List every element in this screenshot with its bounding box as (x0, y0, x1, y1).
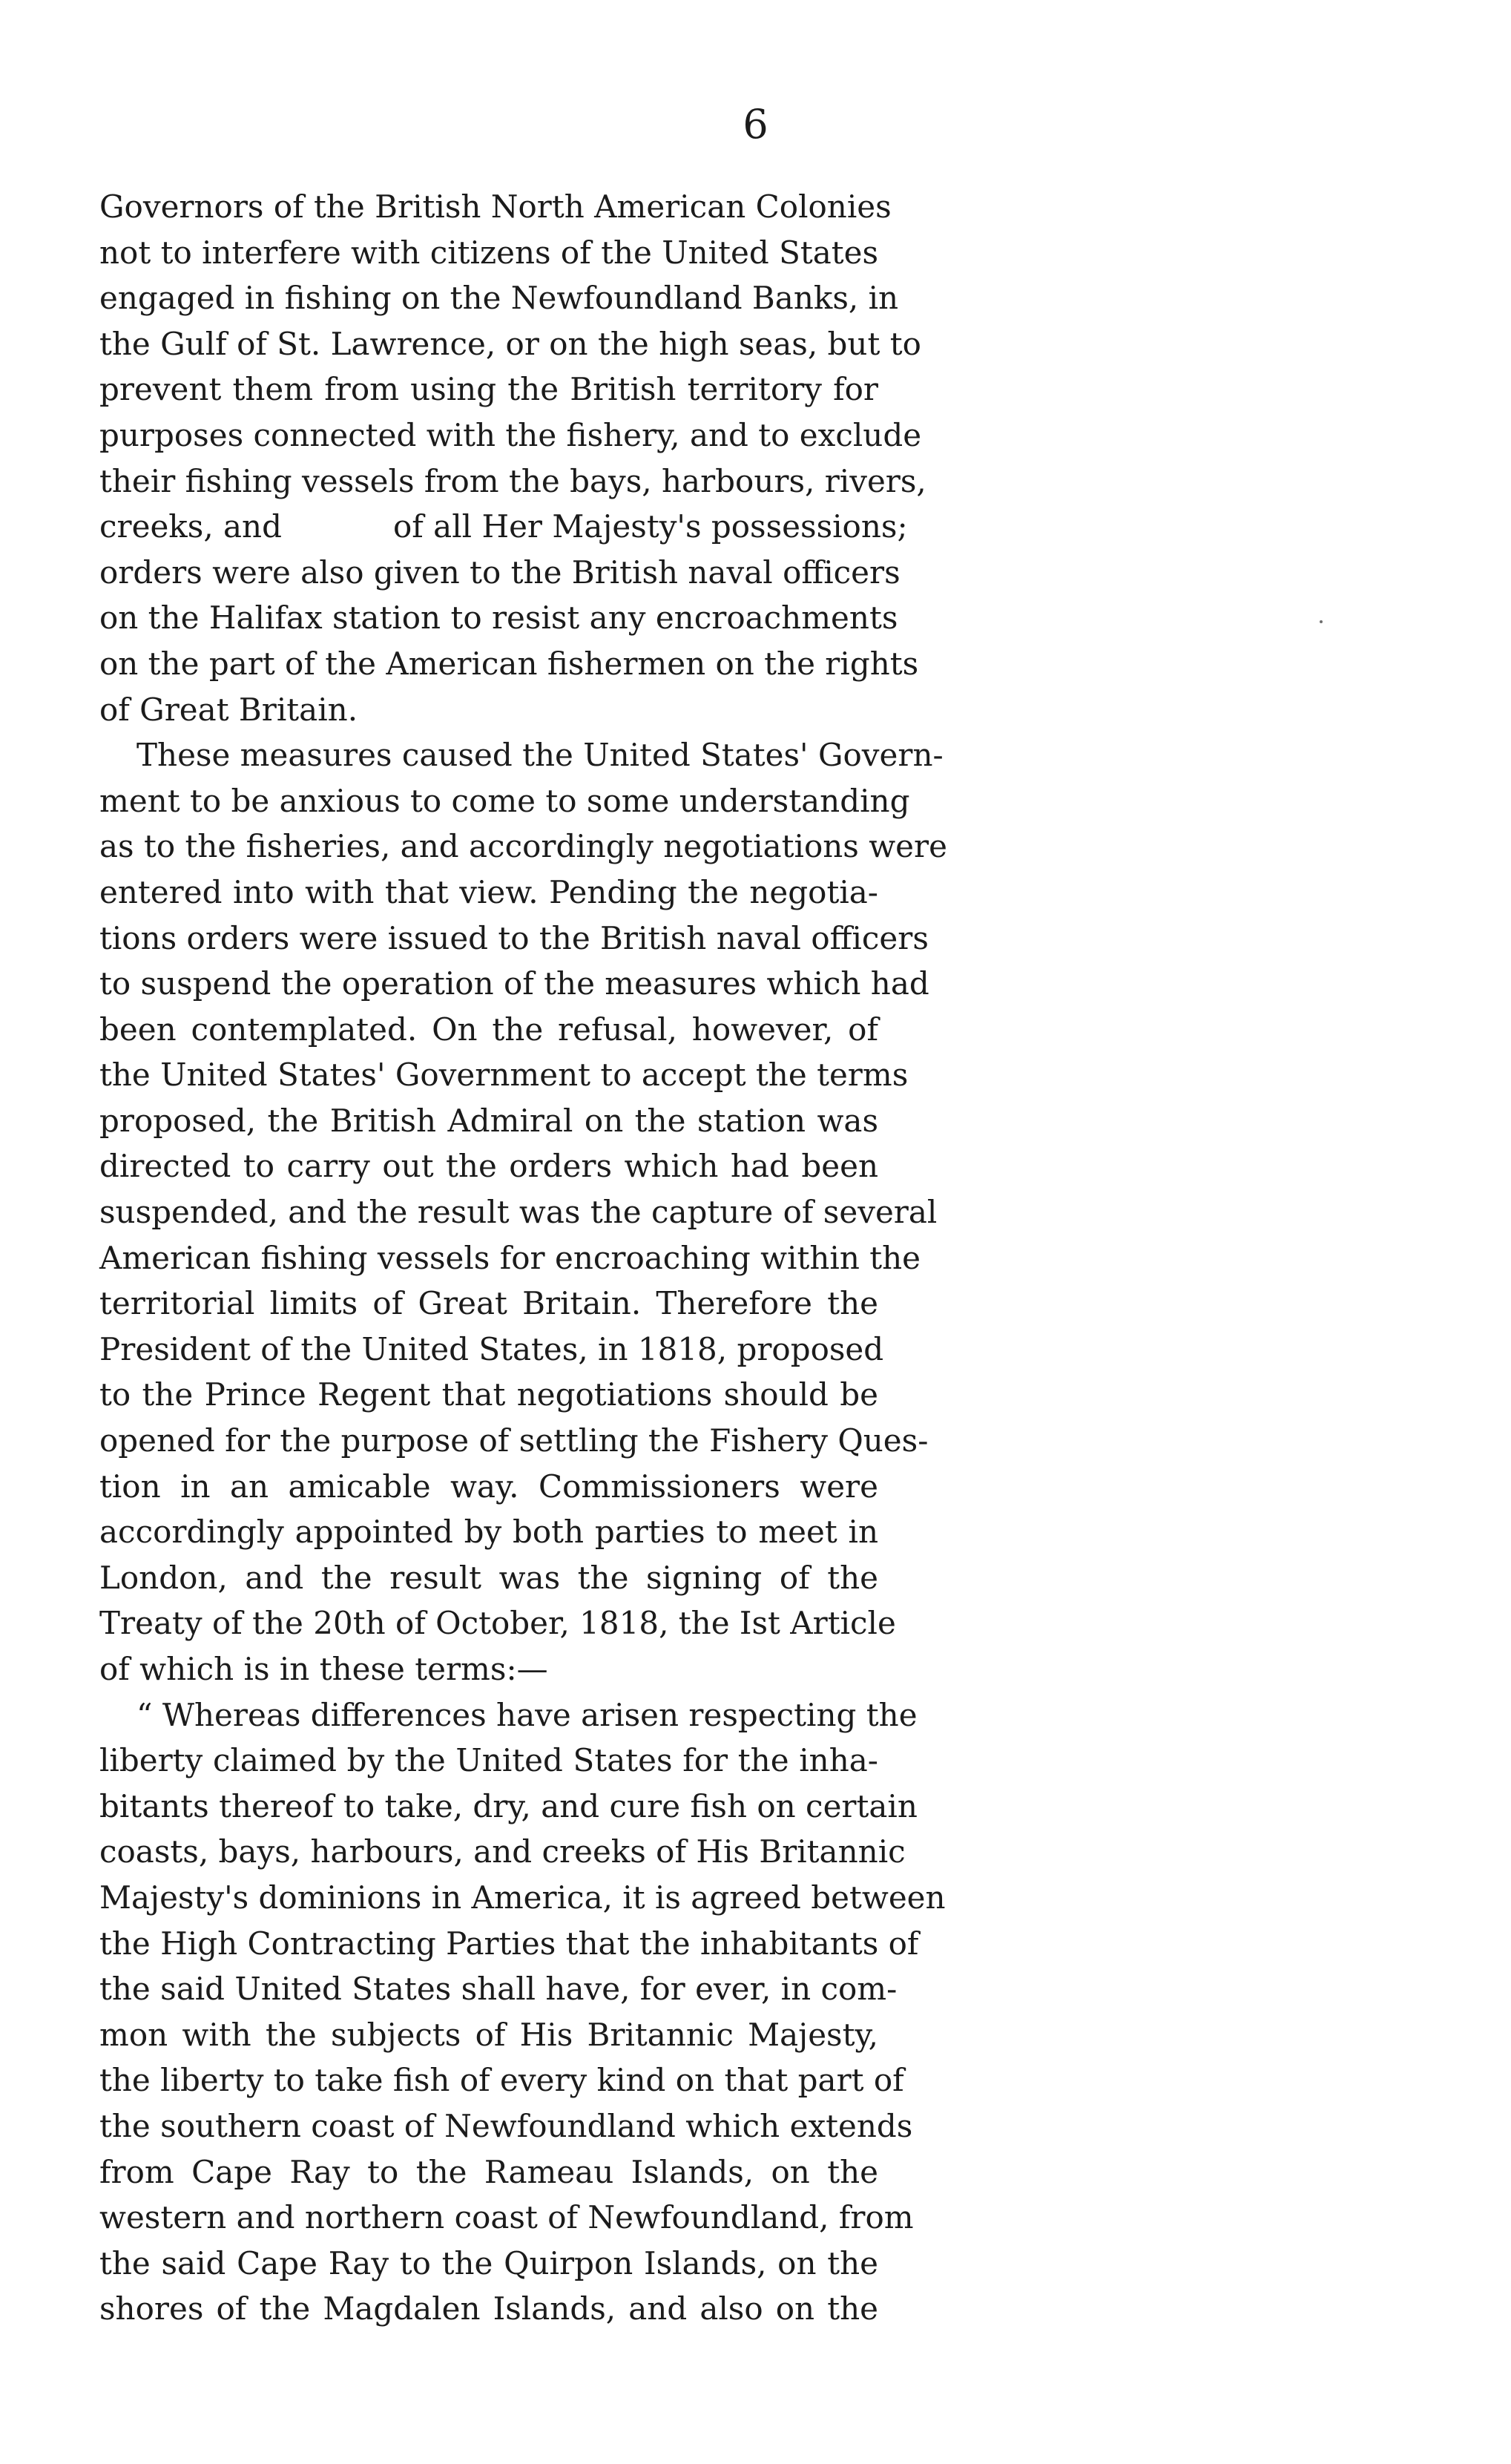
text-line: proposed, the British Admiral on the station was (99, 1102, 878, 1139)
text-line: the southern coast of Newfoundland which extends (99, 2107, 913, 2144)
text-line: President of the United States, in 1818, proposed (99, 1330, 884, 1367)
text-line: orders were also given to the British naval officers (99, 553, 901, 591)
text-line: shores of the Magdalen Islands, and also on the (99, 2290, 878, 2327)
text-line: suspended, and the result was the capture of several (99, 1194, 938, 1231)
text-line: the liberty to take fish of every kind on that part of (99, 2062, 904, 2099)
text-line: to suspend the operation of the measures which had (99, 965, 929, 1002)
text-line: “ Whereas differences have arisen respecting the (136, 1696, 918, 1733)
paragraph (99, 184, 926, 732)
paragraph (99, 732, 947, 1692)
text-line: been contemplated. On the refusal, however, of (99, 1011, 878, 1048)
text-line: Governors of the British North American Colonies (99, 188, 892, 225)
text-line: coasts, bays, harbours, and creeks of His Britannic (99, 1833, 906, 1870)
text-segment: creeks, and (99, 508, 282, 545)
text-line (99, 504, 908, 550)
text-line: mon with the subjects of His Britannic Majesty, (99, 2016, 878, 2053)
text-line: from Cape Ray to the Rameau Islands, on the (99, 2153, 878, 2190)
text-line: as to the fisheries, and accordingly negotiations were (99, 828, 947, 865)
text-line: the said United States shall have, for ever, in com- (99, 1971, 898, 2008)
text-line: Majesty's dominions in America, it is agreed between (99, 1879, 946, 1916)
text-line: not to interfere with citizens of the United States (99, 234, 879, 271)
text-line: bitants thereof to take, dry, and cure fish on certain (99, 1787, 918, 1824)
text-line: on the part of the American fishermen on the rights (99, 645, 919, 682)
text-line: purposes connected with the fishery, and to exclude (99, 416, 922, 453)
text-line: tion in an amicable way. Commissioners were (99, 1468, 878, 1505)
text-line: the United States' Government to accept the terms (99, 1057, 909, 1094)
text-line: These measures caused the United States' Govern- (136, 737, 944, 774)
text-line: accordingly appointed by both parties to meet in (99, 1514, 878, 1551)
paragraph (99, 1692, 946, 2332)
text-segment: of all Her Majesty's possessions; (393, 508, 908, 545)
text-line: tions orders were issued to the British naval officers (99, 919, 929, 956)
text-line: of which is in these terms:— (99, 1651, 548, 1687)
page-number: 6 (743, 101, 768, 148)
text-line: western and northern coast of Newfoundland, from (99, 2199, 914, 2236)
text-line: engaged in fishing on the Newfoundland Banks, in (99, 280, 899, 317)
text-line: ment to be anxious to come to some understanding (99, 782, 910, 819)
text-line: prevent them from using the British territory for (99, 371, 878, 408)
text-line: on the Halifax station to resist any encroachments (99, 599, 898, 637)
text-line: to the Prince Regent that negotiations should be (99, 1376, 878, 1413)
text-line: the High Contracting Parties that the inhabitants of (99, 1925, 919, 1962)
text-line: American fishing vessels for encroaching within the (99, 1239, 921, 1276)
text-line: London, and the result was the signing of the (99, 1559, 878, 1596)
body-text (99, 184, 947, 2332)
text-line: territorial limits of Great Britain. Therefore the (99, 1285, 878, 1322)
stray-mark (1320, 620, 1323, 623)
text-line: directed to carry out the orders which had been (99, 1148, 878, 1185)
text-line: their fishing vessels from the bays, harbours, rivers, (99, 462, 926, 499)
text-line: the said Cape Ray to the Quirpon Islands, on the (99, 2244, 878, 2281)
text-line: Treaty of the 20th of October, 1818, the Ist Article (99, 1605, 896, 1642)
text-line: of Great Britain. (99, 691, 358, 728)
text-line: entered into with that view. Pending the negotia- (99, 873, 878, 910)
text-line: liberty claimed by the United States for the inha- (99, 1742, 878, 1779)
text-line: the Gulf of St. Lawrence, or on the high seas, but to (99, 325, 921, 362)
text-line: opened for the purpose of settling the Fishery Ques- (99, 1422, 929, 1459)
